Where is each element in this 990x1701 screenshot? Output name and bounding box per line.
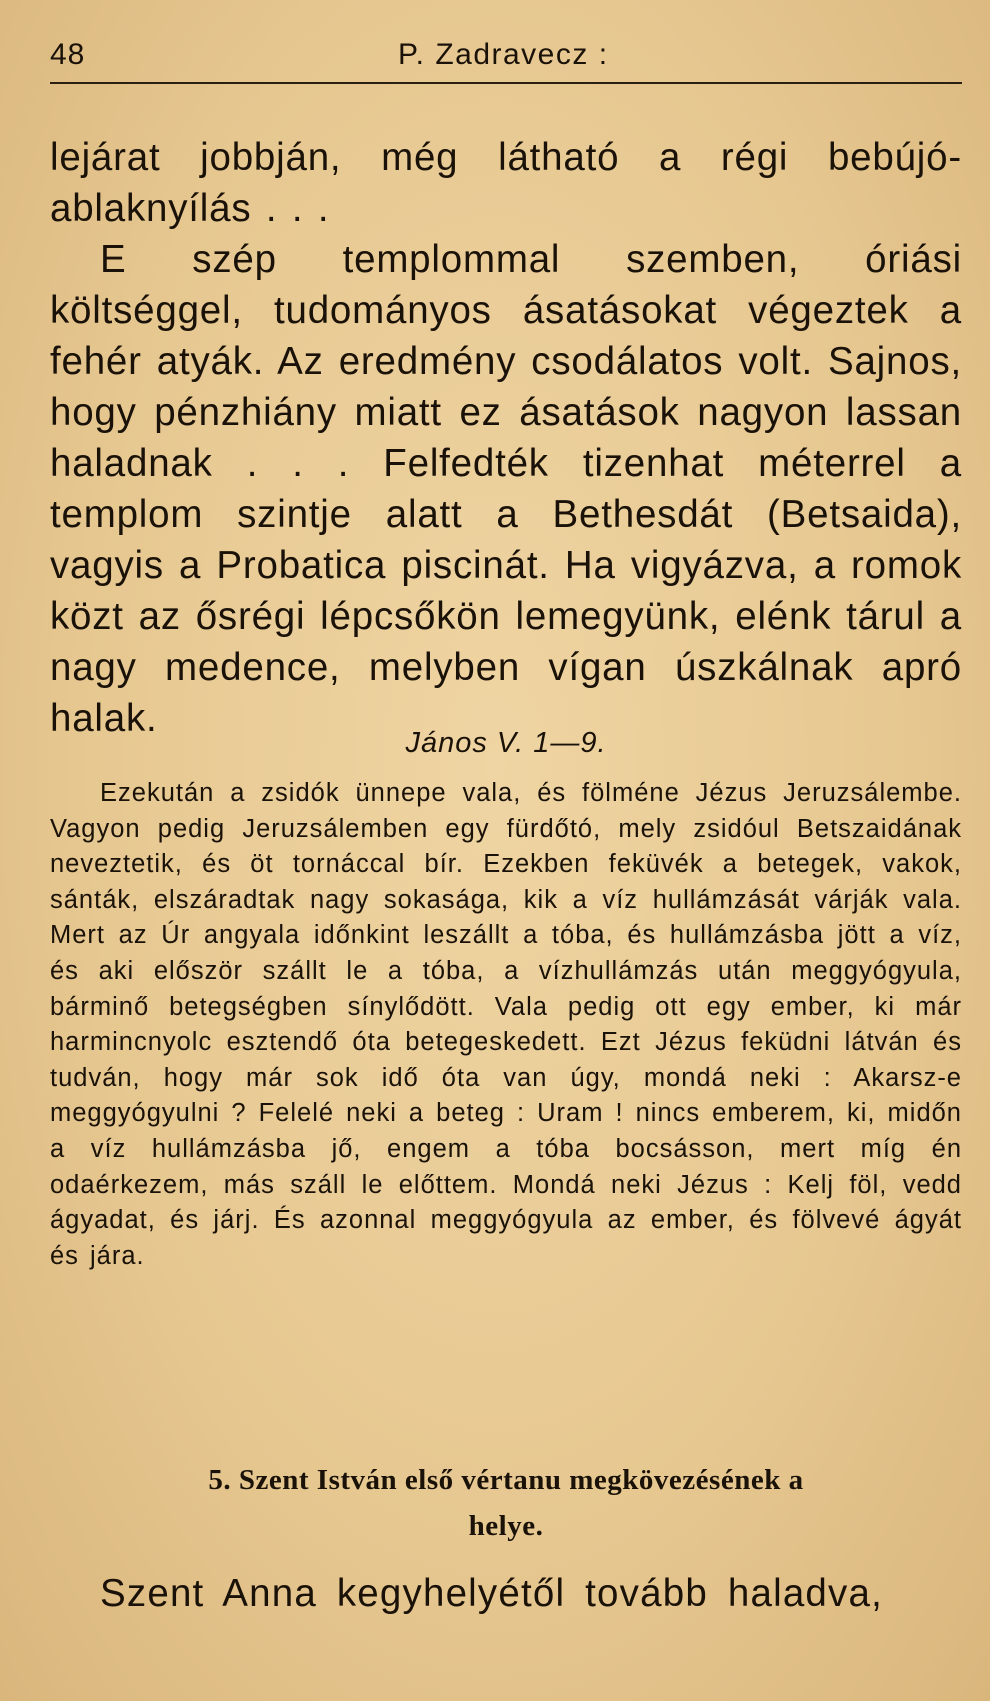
- header-rule: [50, 82, 962, 84]
- scripture-quote: Ezekután a zsidók ünnepe vala, és fölméne Jézus Jeruzsálembe. Vagyon pedig Jeruzsálemben egy fürdőtó, mely zsidóul Betszaidának neveztetik, és öt tornáccal bír. Ezekben feküvék a betegek, vakok, sánták, elszáradtak nagy sokasága, kik a víz hullámzását várják vala. Mert az Úr angyala időnkint leszállt a tóba, és hullámzásba jött a víz, és aki először szállt le a tóba, a vízhullámzás után meggyógyula, bárminő betegségben sínylődött. Vala pedig ott egy ember, ki már harmincnyolc esztendő óta betegeskedett. Ezt Jézus feküdni látván és tudván, hogy már sok idő óta van úgy, mondá neki : Akarsz-e meggyógyulni ? Felelé neki a beteg : Uram ! nincs emberem, ki, midőn a víz hullámzásba jő, engem a tóba bocsásson, mert míg én odaérkezem, más száll le előttem. Mondá neki Jézus : Kelj föl, vedd ágyadat, és járj. És azonnal meggyógyula az ember, és fölvevé ágyát és jára.: [50, 779, 962, 1270]
- section-title-line-2: helye.: [468, 1510, 544, 1542]
- paragraph-1: lejárat jobbján, még látható a régi bebújó-ablaknyílás . . .: [50, 136, 962, 230]
- section-title-line-1: 5. Szent István első vértanu megkövezésének a: [208, 1464, 804, 1496]
- page-number: 48: [50, 38, 86, 71]
- continuation-text: [50, 1568, 962, 1619]
- paragraph-3: Szent Anna kegyhelyétől tovább haladva,: [100, 1572, 884, 1615]
- main-text: [50, 132, 962, 744]
- scripture-citation: János V. 1—9.: [405, 727, 607, 759]
- running-head: P. Zadravecz :: [398, 38, 609, 71]
- quote-block: [50, 776, 962, 1274]
- page-header: [50, 30, 962, 86]
- paragraph-2: E szép templommal szemben, óriási költséggel, tudományos ásatásokat végeztek a fehér atyák. Az eredmény csodálatos volt. Sajnos, hogy pénzhiány miatt ez ásatások nagyon lassan haladnak . . . Felfedték tizenhat méterrel a templom szintje alatt a Bethesdát (Betsaida), vagyis a Probatica piscinát. Ha vigyázva, a romok közt az ősrégi lépcsőkön lemegyünk, elénk tárul a nagy medence, melyben vígan úszkálnak apró halak.: [50, 238, 962, 740]
- citation-block: [50, 715, 962, 775]
